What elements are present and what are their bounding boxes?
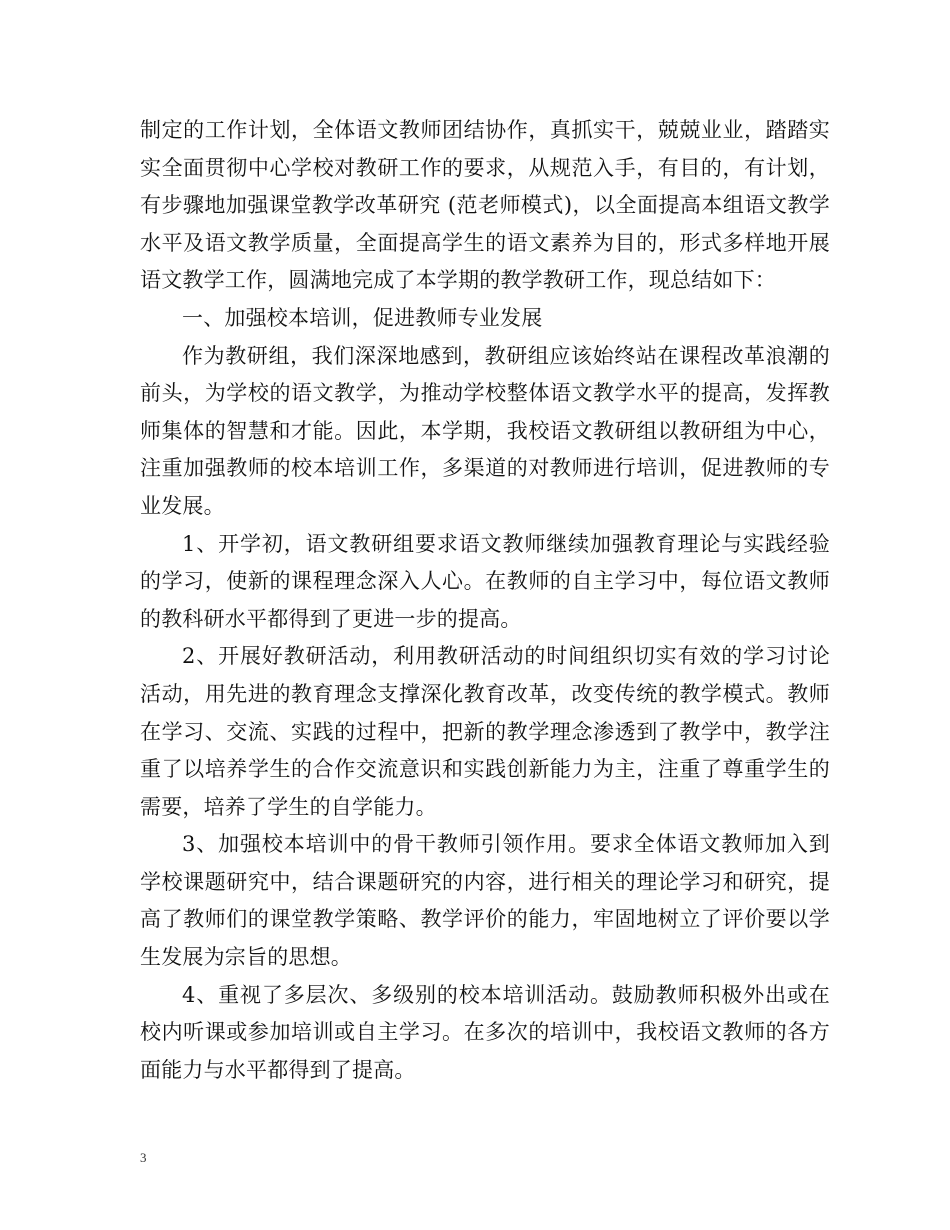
page-number: 3 — [140, 1150, 147, 1165]
document-body — [140, 112, 830, 1089]
list-item-4: 4、重视了多层次、多级别的校本培训活动。鼓励教师积极外出或在校内听课或参加培训或自主学习。在多次的培训中，我校语文教师的各方面能力与水平都得到了提高。 — [140, 982, 830, 1082]
list-item-1: 1、开学初，语文教研组要求语文教师继续加强教育理论与实践经验的学习，使新的课程理念深入人心。在教师的自主学习中，每位语文教师的教科研水平都得到了更进一步的提高。 — [140, 531, 830, 631]
list-item-3: 3、加强校本培训中的骨干教师引领作用。要求全体语文教师加入到学校课题研究中，结合课题研究的内容，进行相关的理论学习和研究，提高了教师们的课堂教学策略、教学评价的能力，牢固地树立了评价要以学生发展为宗旨的思想。 — [140, 832, 830, 970]
body-paragraph: 作为教研组，我们深深地感到，教研组应该始终站在课程改革浪潮的前头，为学校的语文教学，为推动学校整体语文教学水平的提高，发挥教师集体的智慧和才能。因此，本学期，我校语文教研组以教研组为中心，注重加强教师的校本培训工作，多渠道的对教师进行培训，促进教师的专业发展。 — [140, 343, 830, 518]
section-heading: 一、加强校本培训，促进教师专业发展 — [182, 305, 543, 330]
intro-paragraph: 制定的工作计划，全体语文教师团结协作，真抓实干，兢兢业业，踏踏实实全面贯彻中心学校对教研工作的要求，从规范入手，有目的，有计划，有步骤地加强课堂教学改革研究 (范老师模式)，以全面提高本组语文教学水平及语文教学质量，全面提高学生的语文素养为目的，形式多样地开展语文教学工作，圆满地完成了本学期的教学教研工作，现总结如下： — [140, 118, 830, 293]
list-item-2: 2、开展好教研活动，利用教研活动的时间组织切实有效的学习讨论活动，用先进的教育理念支撑深化教育改革，改变传统的教学模式。教师在学习、交流、实践的过程中，把新的教学理念渗透到了教学中，教学注重了以培养学生的合作交流意识和实践创新能力为主，注重了尊重学生的需要，培养了学生的自学能力。 — [140, 644, 830, 819]
